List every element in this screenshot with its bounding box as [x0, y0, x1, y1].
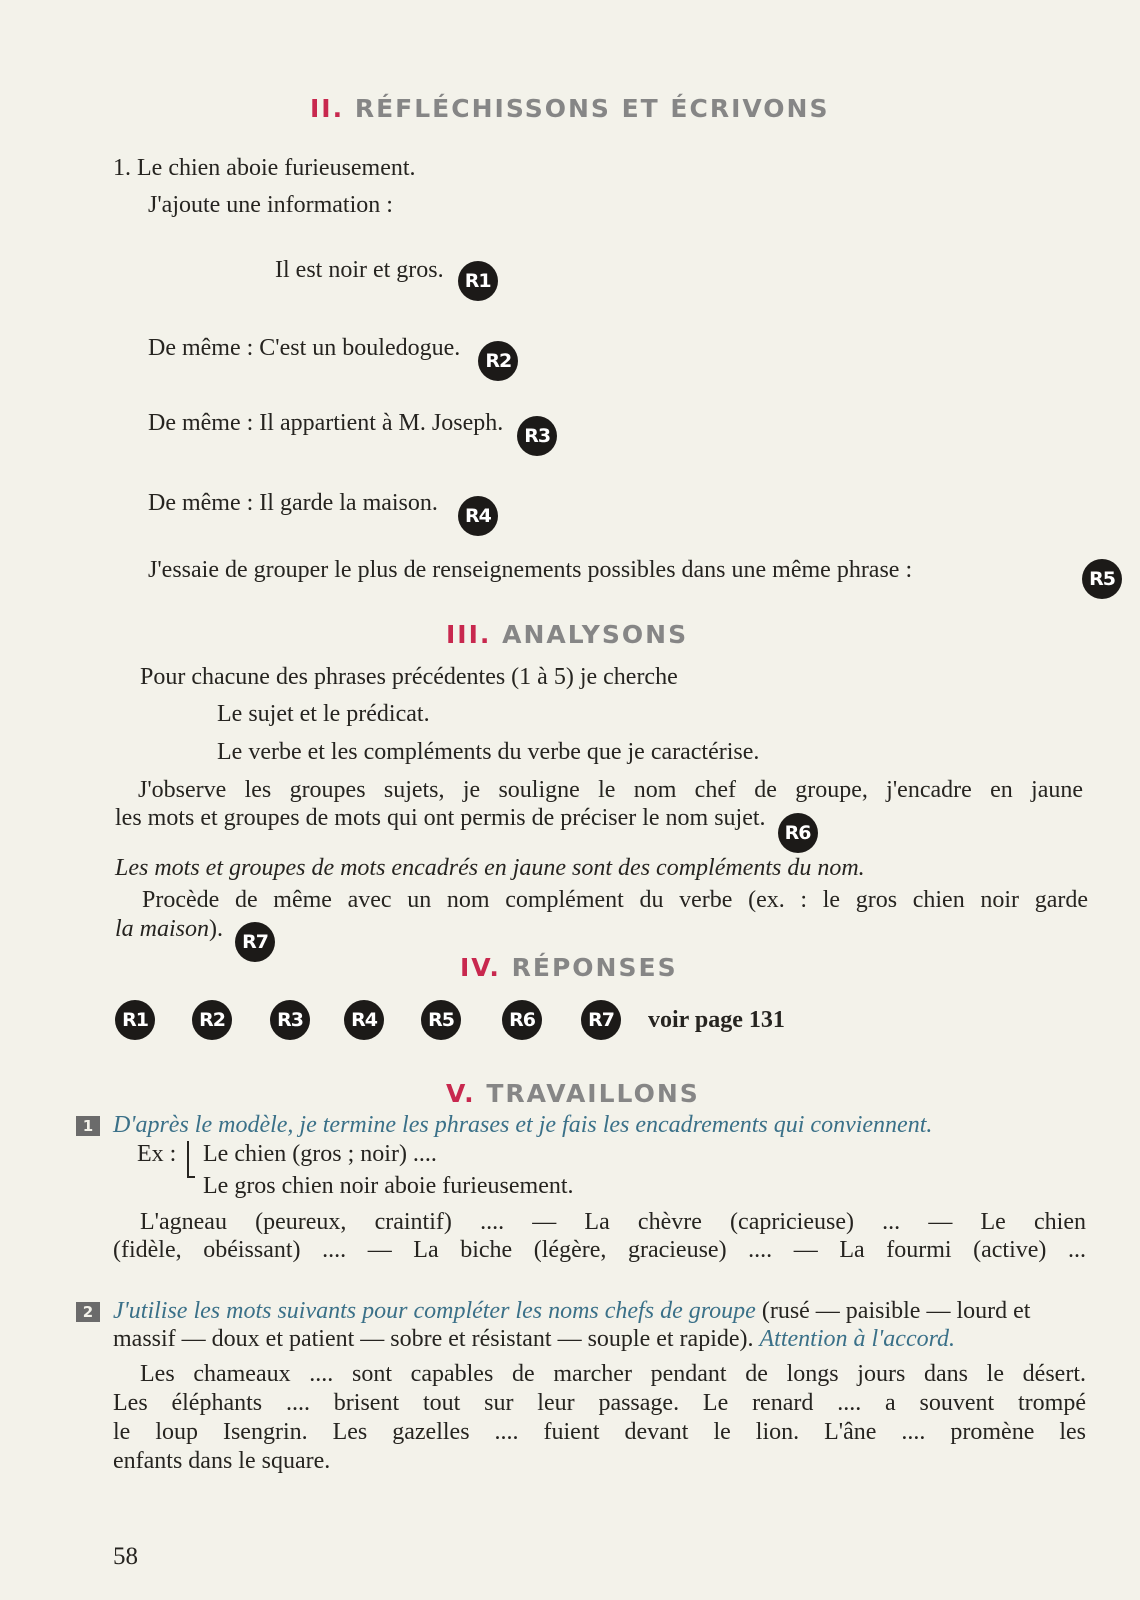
- exercise-1-instruction: D'après le modèle, je termine les phrases et je fais les encadrements qui conviennent.: [113, 1112, 933, 1138]
- page-number: 58: [113, 1543, 138, 1570]
- exercise-2-paragraph-line-3: le loup Isengrin. Les gazelles .... fuient devant le lion. L'âne .... promène les: [113, 1419, 1086, 1445]
- badge-r7: R7: [235, 922, 275, 962]
- exercise-1-example-line-2: Le gros chien noir aboie furieusement.: [203, 1173, 574, 1199]
- exercise-2-paragraph-line-1: Les chameaux .... sont capables de marcher pendant de longs jours dans le désert.: [140, 1361, 1086, 1387]
- section-2-heading: [310, 94, 830, 123]
- add-info-line: J'ajoute une information :: [148, 192, 393, 218]
- exercise-1-number: 1: [76, 1116, 100, 1136]
- exercise-2-paragraph-line-4: enfants dans le square.: [113, 1448, 331, 1474]
- analysis-line-2: Le sujet et le prédicat.: [217, 701, 430, 727]
- analysis-line-1: Pour chacune des phrases précédentes (1 à 5) je cherche: [140, 664, 678, 690]
- analysis-line-7: Procède de même avec un nom complément du verbe (ex. : le gros chien noir garde: [142, 887, 1088, 913]
- analysis-line-6: Les mots et groupes de mots encadrés en jaune sont des compléments du nom.: [115, 855, 865, 881]
- example-bracket: [187, 1141, 195, 1178]
- instruction-italic: J'utilise les mots suivants pour compléter les noms chefs de groupe: [113, 1298, 756, 1324]
- section-title: RÉFLÉCHISSONS ET ÉCRIVONS: [354, 94, 830, 123]
- exercise-2-line-2: [113, 1325, 955, 1353]
- badge-r4: R4: [458, 496, 498, 536]
- section-number: IV.: [460, 953, 501, 982]
- section-title: TRAVAILLONS: [486, 1079, 700, 1108]
- instruction-text: (rusé — paisible — lourd et: [761, 1298, 1031, 1324]
- exercise-2-paragraph-line-2: Les éléphants .... brisent tout sur leur passage. Le renard .... a souvent trompé: [113, 1390, 1086, 1416]
- line-text: Il est noir et gros.: [275, 257, 444, 283]
- section-3-heading: [446, 620, 688, 649]
- answer-line-r3: [148, 409, 557, 456]
- answer-line-r5: [148, 556, 912, 584]
- item-number: 1.: [113, 155, 131, 181]
- exercise-1-example-line-1: Le chien (gros ; noir) ....: [203, 1141, 437, 1167]
- badge-r1: R1: [458, 261, 498, 301]
- line-text: ).: [209, 916, 224, 942]
- line-text: De même : Il appartient à M. Joseph.: [148, 410, 504, 436]
- section-title: ANALYSONS: [502, 620, 689, 649]
- answer-line-r4: [148, 489, 498, 536]
- answer-badge-r5: R5: [421, 1000, 461, 1040]
- section-title: RÉPONSES: [511, 953, 678, 982]
- analysis-line-4: J'observe les groupes sujets, je souligne le nom chef de groupe, j'encadre en jaune: [138, 777, 1083, 803]
- section-number: III.: [446, 620, 492, 649]
- exercise-1-line-2: (fidèle, obéissant) .... — La biche (légère, gracieuse) .... — La fourmi (active) ...: [113, 1237, 1086, 1263]
- see-page-text: voir page 131: [648, 1007, 785, 1033]
- section-number: II.: [310, 94, 345, 123]
- answer-badge-r7: R7: [581, 1000, 621, 1040]
- analysis-line-3: Le verbe et les compléments du verbe que je caractérise.: [217, 739, 760, 765]
- section-4-heading: [460, 953, 678, 982]
- italic-text: la maison: [115, 916, 210, 942]
- exercise-2-instruction: [113, 1297, 1030, 1325]
- badge-r2: R2: [478, 341, 518, 381]
- answer-badge-r3: R3: [270, 1000, 310, 1040]
- exercise-1-line-1: L'agneau (peureux, craintif) .... — La chèvre (capricieuse) ... — Le chien: [140, 1209, 1086, 1235]
- answer-line-r1: [275, 256, 498, 301]
- line-text: massif — doux et patient — sobre et résistant — souple et rapide).: [113, 1326, 754, 1352]
- accord-note: Attention à l'accord.: [759, 1326, 956, 1352]
- analysis-line-8: [115, 915, 275, 962]
- exercise-1-example-label: Ex :: [137, 1141, 177, 1167]
- analysis-line-5: [115, 804, 818, 853]
- answer-badge-r6: R6: [502, 1000, 542, 1040]
- line-text: les mots et groupes de mots qui ont permis de préciser le nom sujet.: [115, 805, 766, 831]
- badge-r3: R3: [517, 416, 557, 456]
- answer-badge-r1: R1: [115, 1000, 155, 1040]
- badge-r5: R5: [1082, 559, 1122, 599]
- section-5-heading: [446, 1079, 700, 1108]
- badge-r6: R6: [778, 813, 818, 853]
- item-1: [113, 154, 416, 182]
- line-text: J'essaie de grouper le plus de renseignements possibles dans une même phrase :: [148, 557, 913, 583]
- exercise-2-number: 2: [76, 1302, 100, 1322]
- answer-badge-r4: R4: [344, 1000, 384, 1040]
- item-text: Le chien aboie furieusement.: [137, 155, 416, 181]
- answer-badge-r2: R2: [192, 1000, 232, 1040]
- line-text: De même : Il garde la maison.: [148, 490, 438, 516]
- answer-line-r2: [148, 334, 518, 381]
- section-number: V.: [446, 1079, 476, 1108]
- line-text: De même : C'est un bouledogue.: [148, 335, 461, 361]
